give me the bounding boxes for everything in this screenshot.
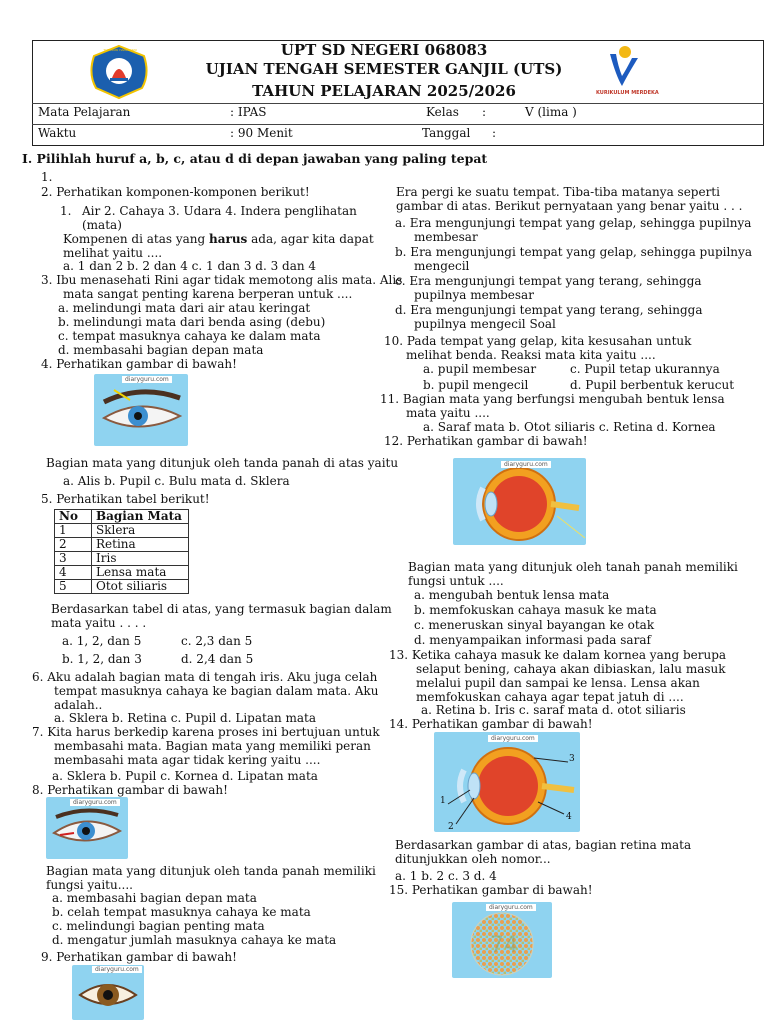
q13-options: a. Retina b. Iris c. saraf mata d. otot siliaris: [421, 703, 686, 717]
q12-text: 12. Perhatikan gambar di bawah!: [384, 434, 588, 448]
q10-text-cont: melihat benda. Reaksi mata kita yaitu ....: [406, 348, 656, 362]
table-header-part: Bagian Mata: [92, 510, 189, 524]
q11-options: a. Saraf mata b. Otot siliaris c. Retina d. Kornea: [423, 420, 716, 434]
tut-wuri-logo-text: TUT WURI HANDAYANI: [103, 48, 137, 52]
table-cell-no: 2: [55, 538, 92, 552]
q7-text-cont: membasahi mata. Bagian mata yang memiliki peran: [54, 739, 371, 753]
q10-option-c: c. Pupil tetap ukurannya: [570, 362, 720, 376]
q13-text-cont: selaput bening, cahaya akan dibiaskan, lalu masuk: [416, 662, 726, 676]
q2-stem-cont: melihat yaitu ....: [63, 246, 163, 260]
q12-option-d: d. menyampaikan informasi pada saraf: [414, 633, 651, 647]
q8-option-c: c. melindungi bagian penting mata: [52, 919, 265, 933]
time-value: : 90 Menit: [230, 126, 293, 140]
q5-option-c: c. 2,3 dan 5: [181, 634, 253, 648]
table-row: [55, 580, 189, 594]
q4-stem: Bagian mata yang ditunjuk oleh tanda panah di atas yaitu: [46, 456, 399, 470]
q5-stem-cont: mata yaitu . . . .: [51, 616, 147, 630]
q6-text: 6. Aku adalah bagian mata di tengah iris. Aku juga celah: [32, 670, 378, 684]
q9-option-a: a. Era mengunjungi tempat yang gelap, sehingga pupilnya: [395, 216, 752, 230]
q9-option-b: b. Era mengunjungi tempat yang gelap, sehingga pupilnya: [395, 245, 752, 259]
q3-option-c: c. tempat masuknya cahaya ke dalam mata: [58, 329, 321, 343]
q9-context: Era pergi ke suatu tempat. Tiba-tiba matanya seperti: [396, 185, 720, 199]
q12-option-a: a. mengubah bentuk lensa mata: [414, 588, 610, 602]
q8-option-b: b. celah tempat masuknya cahaya ke mata: [52, 905, 311, 919]
q13-text: 13. Ketika cahaya masuk ke dalam kornea yang berupa: [389, 648, 727, 662]
q3-option-b: b. melindungi mata dari benda asing (debu): [58, 315, 326, 329]
date-colon: :: [492, 126, 497, 140]
q11-text-cont: mata yaitu ....: [406, 406, 490, 420]
q9-pupil-image: [72, 965, 144, 1020]
q15-watermark: diaryguru.com: [486, 904, 536, 911]
q6-text-cont-2: adalah..: [54, 698, 103, 712]
q9-option-c-cont: pupilnya membesar: [414, 288, 534, 302]
q10-option-d: d. Pupil berbentuk kerucut: [570, 378, 735, 392]
q14-label-2: 2: [448, 822, 454, 832]
subject-value: : IPAS: [230, 105, 267, 119]
q3-text: 3. Ibu menasehati Rini agar tidak memotong alis mata. Alis: [41, 273, 403, 287]
date-label: Tanggal: [422, 126, 471, 140]
q9-watermark: diaryguru.com: [92, 966, 142, 973]
svg-text:74: 74: [490, 933, 518, 958]
q3-text-cont: mata sangat penting karena berperan untuk ....: [63, 287, 353, 301]
q8-text: 8. Perhatikan gambar di bawah!: [32, 783, 228, 797]
table-row: [55, 524, 189, 538]
q2-list: Air 2. Cahaya 3. Udara 4. Indera penglihatan: [82, 204, 357, 218]
q14-eye-anatomy-image: [434, 732, 580, 832]
q2-list-number: 1.: [60, 204, 72, 218]
q12-stem: Bagian mata yang ditunjuk oleh tanah panah memiliki: [408, 560, 738, 574]
q6-text-cont: tempat masuknya cahaya ke bagian dalam mata. Aku: [54, 684, 379, 698]
class-label: Kelas: [426, 105, 459, 119]
q12-option-b: b. memfokuskan cahaya masuk ke mata: [414, 603, 657, 617]
q9-option-d: d. Era mengunjungi tempat yang terang, sehingga: [395, 303, 703, 317]
q7-text: 7. Kita harus berkedip karena proses ini bertujuan untuk: [32, 725, 380, 739]
q14-label-1: 1: [440, 796, 446, 806]
table-cell-part: Iris: [92, 552, 189, 566]
q5-option-a: a. 1, 2, dan 5: [62, 634, 142, 648]
table-cell-part: Sklera: [92, 524, 189, 538]
q13-text-cont-2: melalui pupil dan sampai ke lensa. Lensa akan: [416, 676, 700, 690]
q3-option-d: d. membasahi bagian depan mata: [58, 343, 264, 357]
q8-eyelash-image: [46, 797, 128, 859]
q2-stem-bold: harus: [209, 232, 248, 246]
table-cell-no: 1: [55, 524, 92, 538]
subject-label: Mata Pelajaran: [38, 105, 131, 119]
q6-options: a. Sklera b. Retina c. Pupil d. Lipatan mata: [54, 711, 317, 725]
q8-stem: Bagian mata yang ditunjuk oleh tanda panah memiliki: [46, 864, 376, 878]
q14-text: 14. Perhatikan gambar di bawah!: [389, 717, 593, 731]
q14-watermark: diaryguru.com: [488, 735, 538, 742]
q9-context-cont: gambar di atas. Berikut pernyataan yang benar yaitu . . .: [396, 199, 743, 213]
q2-options: a. 1 dan 2 b. 2 dan 4 c. 1 dan 3 d. 3 dan 4: [63, 259, 317, 273]
q14-stem: Berdasarkan gambar di atas, bagian retina mata: [395, 838, 692, 852]
table-header-row: [55, 510, 189, 524]
table-cell-no: 3: [55, 552, 92, 566]
q2-stem: [63, 232, 374, 246]
school-name: UPT SD NEGERI 068083: [280, 41, 488, 59]
q3-option-a: a. melindungi mata dari air atau keringat: [58, 301, 311, 315]
q7-text-cont-2: membasahi mata agar tidak kering yaitu ....: [54, 753, 321, 767]
q9-option-b-cont: mengecil: [414, 259, 470, 273]
q14-options: a. 1 b. 2 c. 3 d. 4: [395, 869, 497, 883]
q12-watermark: diaryguru.com: [501, 461, 551, 468]
exam-title: UJIAN TENGAH SEMESTER GANJIL (UTS): [205, 60, 563, 78]
time-label: Waktu: [38, 126, 77, 140]
table-row: [55, 538, 189, 552]
table-header-no: No: [55, 510, 92, 524]
q10-option-a: a. pupil membesar: [423, 362, 537, 376]
q9-option-a-cont: membesar: [414, 230, 478, 244]
q2-stem-a: Kompenen di atas yang: [63, 232, 209, 246]
class-value: V (lima ): [525, 105, 577, 119]
q8-stem-cont: fungsi yaitu....: [46, 878, 133, 892]
academic-year: TAHUN PELAJARAN 2025/2026: [252, 82, 516, 100]
q15-text: 15. Perhatikan gambar di bawah!: [389, 883, 593, 897]
table-row: [55, 552, 189, 566]
class-colon: :: [482, 105, 487, 119]
q13-text-cont-3: memfokuskan cahaya agar tepat jatuh di ....: [416, 690, 684, 704]
q2-stem-c: ada, agar kita dapat: [247, 232, 374, 246]
q5-option-b: b. 1, 2, dan 3: [62, 652, 142, 666]
table-cell-part: Lensa mata: [92, 566, 189, 580]
table-row: [55, 566, 189, 580]
eye-parts-table: [54, 509, 189, 594]
q4-watermark: diaryguru.com: [122, 376, 172, 383]
table-cell-no: 4: [55, 566, 92, 580]
q8-watermark: diaryguru.com: [70, 799, 120, 806]
q9-option-d-cont: pupilnya mengecil Soal: [414, 317, 556, 331]
q4-text: 4. Perhatikan gambar di bawah!: [41, 357, 237, 371]
q5-option-d: d. 2,4 dan 5: [181, 652, 254, 666]
q8-option-d: d. mengatur jumlah masuknya cahaya ke mata: [52, 933, 337, 947]
q14-stem-cont: ditunjukkan oleh nomor...: [395, 852, 551, 866]
q11-text: 11. Bagian mata yang berfungsi mengubah bentuk lensa: [380, 392, 725, 406]
q8-option-a: a. membasahi bagian depan mata: [52, 891, 257, 905]
q10-option-b: b. pupil mengecil: [423, 378, 529, 392]
q9-text: 9. Perhatikan gambar di bawah!: [41, 950, 237, 964]
q10-text: 10. Pada tempat yang gelap, kita kesusahan untuk: [384, 334, 692, 348]
table-cell-part: Retina: [92, 538, 189, 552]
q14-label-4: 4: [566, 812, 572, 822]
q5-stem: Berdasarkan tabel di atas, yang termasuk bagian dalam: [51, 602, 392, 616]
table-cell-no: 5: [55, 580, 92, 594]
header-divider-2: [32, 124, 764, 125]
section-title: I. Pilihlah huruf a, b, c, atau d di depan jawaban yang paling tepat: [22, 151, 488, 166]
header-divider: [32, 103, 764, 104]
q1-number: 1.: [41, 170, 53, 184]
q14-label-3: 3: [569, 754, 575, 764]
q9-option-c: c. Era mengunjungi tempat yang terang, sehingga: [395, 274, 702, 288]
q4-options: a. Alis b. Pupil c. Bulu mata d. Sklera: [63, 474, 290, 488]
q2-list-cont: (mata): [82, 218, 122, 232]
q15-color-blind-test-image: [452, 902, 552, 978]
q12-eye-anatomy-image: [453, 458, 586, 545]
q2-text: 2. Perhatikan komponen-komponen berikut!: [41, 185, 310, 199]
q5-text: 5. Perhatikan tabel berikut!: [41, 492, 210, 506]
q7-options: a. Sklera b. Pupil c. Kornea d. Lipatan mata: [52, 769, 318, 783]
kurikulum-merdeka-text: KURIKULUM MERDEKA: [596, 90, 659, 96]
q12-stem-cont: fungsi untuk ....: [408, 574, 504, 588]
q4-eyebrow-image: [94, 374, 188, 446]
table-cell-part: Otot siliaris: [92, 580, 189, 594]
q12-option-c: c. meneruskan sinyal bayangan ke otak: [414, 618, 655, 632]
